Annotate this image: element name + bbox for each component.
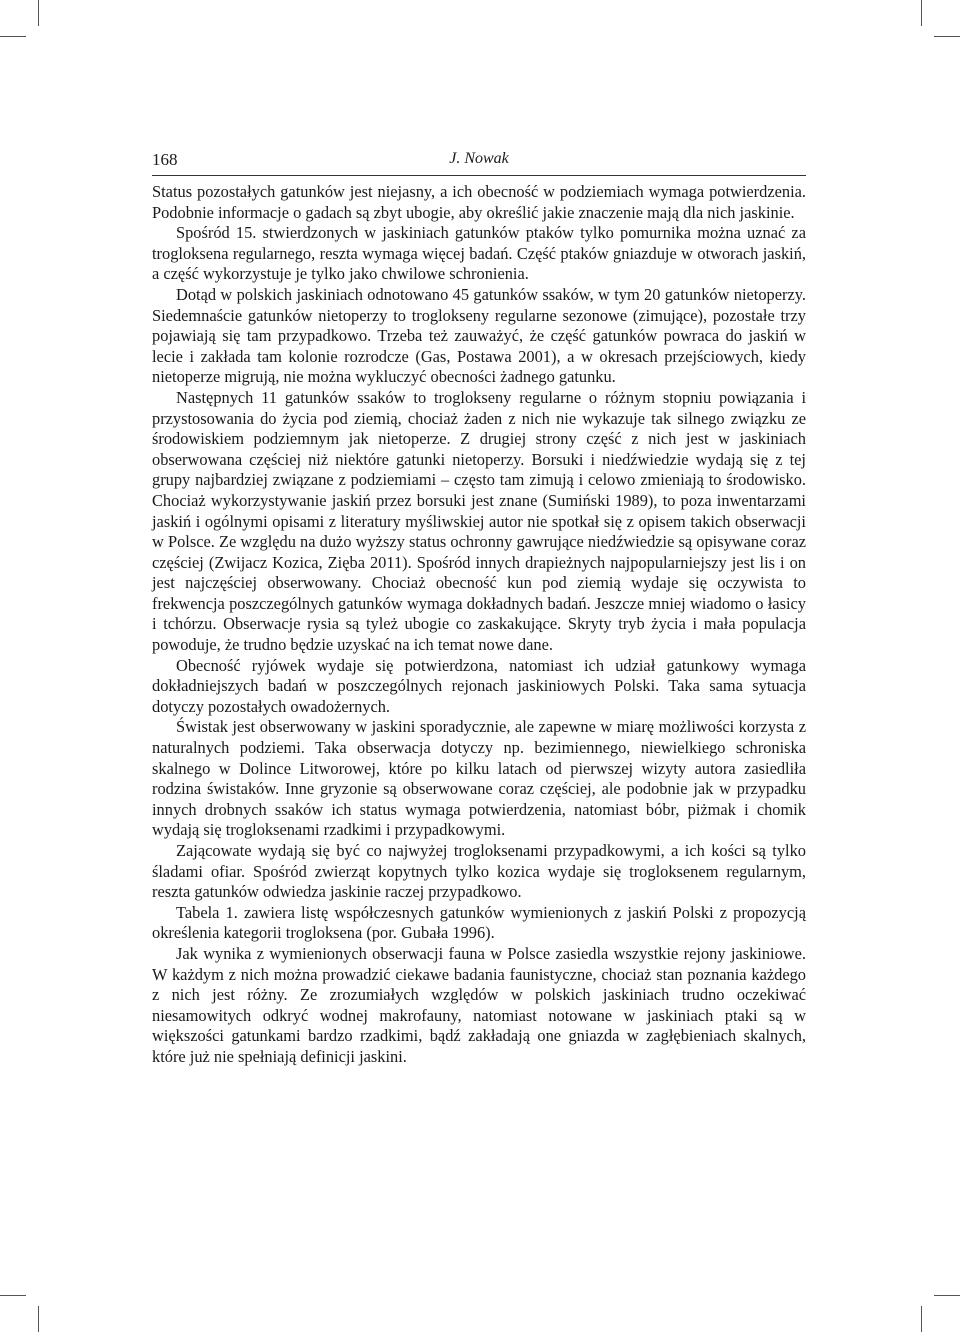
crop-mark-top-left [38,0,39,26]
crop-mark-bottom-left-h [0,1295,26,1296]
paragraph: Jak wynika z wymienionych obserwacji fauna w Polsce zasiedla wszystkie rejony jaskiniowe. W każdym z nich można prowadzić ciekawe badania faunistyczne, chociaż stan poznania każdego z nich jest różny. Ze zrozumiałych względów w polskich jaskiniach trudno oczekiwać niesamowitych odkryć wodnej makrofauny, natomiast notowane w jaskiniach ptaki są w większości gatunkami bardzo rzadkimi, bądź zakładają one gniazda w zagłębieniach skalnych, które już nie spełniają definicji jaskini. [152,943,806,1066]
crop-mark-top-left-h [0,36,26,37]
crop-mark-bottom-left [38,1306,39,1332]
paragraph: Zającowate wydają się być co najwyżej trogloksenami przypadkowymi, a ich kości są tylko śladami ofiar. Spośród zwierząt kopytnych tylko kozica wydaje się trogloksenem regularnym, reszta gatunków odwiedza jaskinie raczej przypadkowo. [152,841,806,902]
running-head-author: J. Nowak [449,150,509,167]
page-number: 168 [152,150,178,169]
paragraph: Spośród 15. stwierdzonych w jaskiniach gatunków ptaków tylko pomurnika można uznać za trogloksena regularnego, reszta wymaga więcej badań. Część ptaków gniazduje w otworach jaskiń, a część wykorzystuje je tylko jako chwilowe schronienia. [152,223,806,284]
paragraph: Świstak jest obserwowany w jaskini sporadycznie, ale zapewne w miarę możliwości korzysta z naturalnych podziemi. Taka obserwacja dotyczy np. bezimiennego, niewielkiego schroniska skalnego w Dolince Litworowej, które po kilku latach od pierwszej wizyty autora zasiedliła rodzina świstaków. Inne gryzonie są obserwowane coraz częściej, ale podobnie jak w przypadku innych drobnych ssaków ich status wymaga potwierdzenia, natomiast bóbr, piżmak i chomik wydają się trogloksenami rzadkimi i przypadkowymi. [152,717,806,840]
crop-mark-bottom-right-h [934,1295,960,1296]
paragraph: Następnych 11 gatunków ssaków to troglokseny regularne o różnym stopniu powiązania i przystosowania do życia pod ziemią, chociaż żaden z nich nie wykazuje tak silnego związku ze środowiskiem podziemnym jak nietoperze. Z drugiej strony część z nich jest w jaskiniach obserwowana częściej niż niektóre gatunki nietoperzy. Borsuki i niedźwiedzie wydają się z tej grupy najbardziej związane z podziemiami – często tam zimują i celowo zmieniają to środowisko. Chociaż wykorzystywanie jaskiń przez borsuki jest znane (Sumiński 1989), to poza inwentarzami jaskiń i ogólnymi opisami z literatury myśliwskiej autor nie spotkał się z opisem takich obserwacji w Polsce. Ze względu na dużo wyższy status ochronny gawrujące niedźwiedzie są opisywane coraz częściej (Zwijacz Kozica, Zięba 2011). Spośród innych drapieżnych najpopularniejszy jest lis i on jest najczęściej obserwowany. Chociaż obecność kun pod ziemią wydaje się oczywista to frekwencja poszczególnych gatunków wymaga dokładnych badań. Jeszcze mniej wiadomo o łasicy i tchórzu. Obserwacje rysia są tyleż ubogie co zaskakujące. Skryty tryb życia i mała populacja powoduje, że trudno będzie uzyskać na ich temat nowe dane. [152,387,806,655]
crop-mark-bottom-right [921,1306,922,1332]
page-header [152,150,806,176]
paragraph: Status pozostałych gatunków jest niejasny, a ich obecność w podziemiach wymaga potwierdzenia. Podobnie informacje o gadach są zbyt ubogie, aby określić jakie znaczenie mają dla nich jaskinie. [152,182,806,222]
crop-mark-top-right [921,0,922,26]
paragraph: Dotąd w polskich jaskiniach odnotowano 45 gatunków ssaków, w tym 20 gatunków nietoperzy. Siedemnaście gatunków nietoperzy to troglokseny regularne sezonowe (zimujące), pozostałe trzy pojawiają się tam przypadkowo. Trzeba też zauważyć, że część gatunków powraca do jaskiń w lecie i zakłada tam kolonie rozrodcze (Gas, Postawa 2001), a w okresach przejściowych, kiedy nietoperze migrują, nie można wykluczyć obecności żadnego gatunku. [152,284,806,387]
paragraph: Tabela 1. zawiera listę współczesnych gatunków wymienionych z jaskiń Polski z propozycją określenia kategorii trogloksena (por. Gubała 1996). [152,902,806,943]
header-rule [152,175,806,176]
crop-mark-top-right-h [934,36,960,37]
paragraph: Obecność ryjówek wydaje się potwierdzona, natomiast ich udział gatunkowy wymaga dokładniejszych badań w poszczególnych rejonach jaskiniowych Polski. Taka sama sytuacja dotyczy pozostałych owadożernych. [152,655,806,716]
body-text [152,182,806,1068]
